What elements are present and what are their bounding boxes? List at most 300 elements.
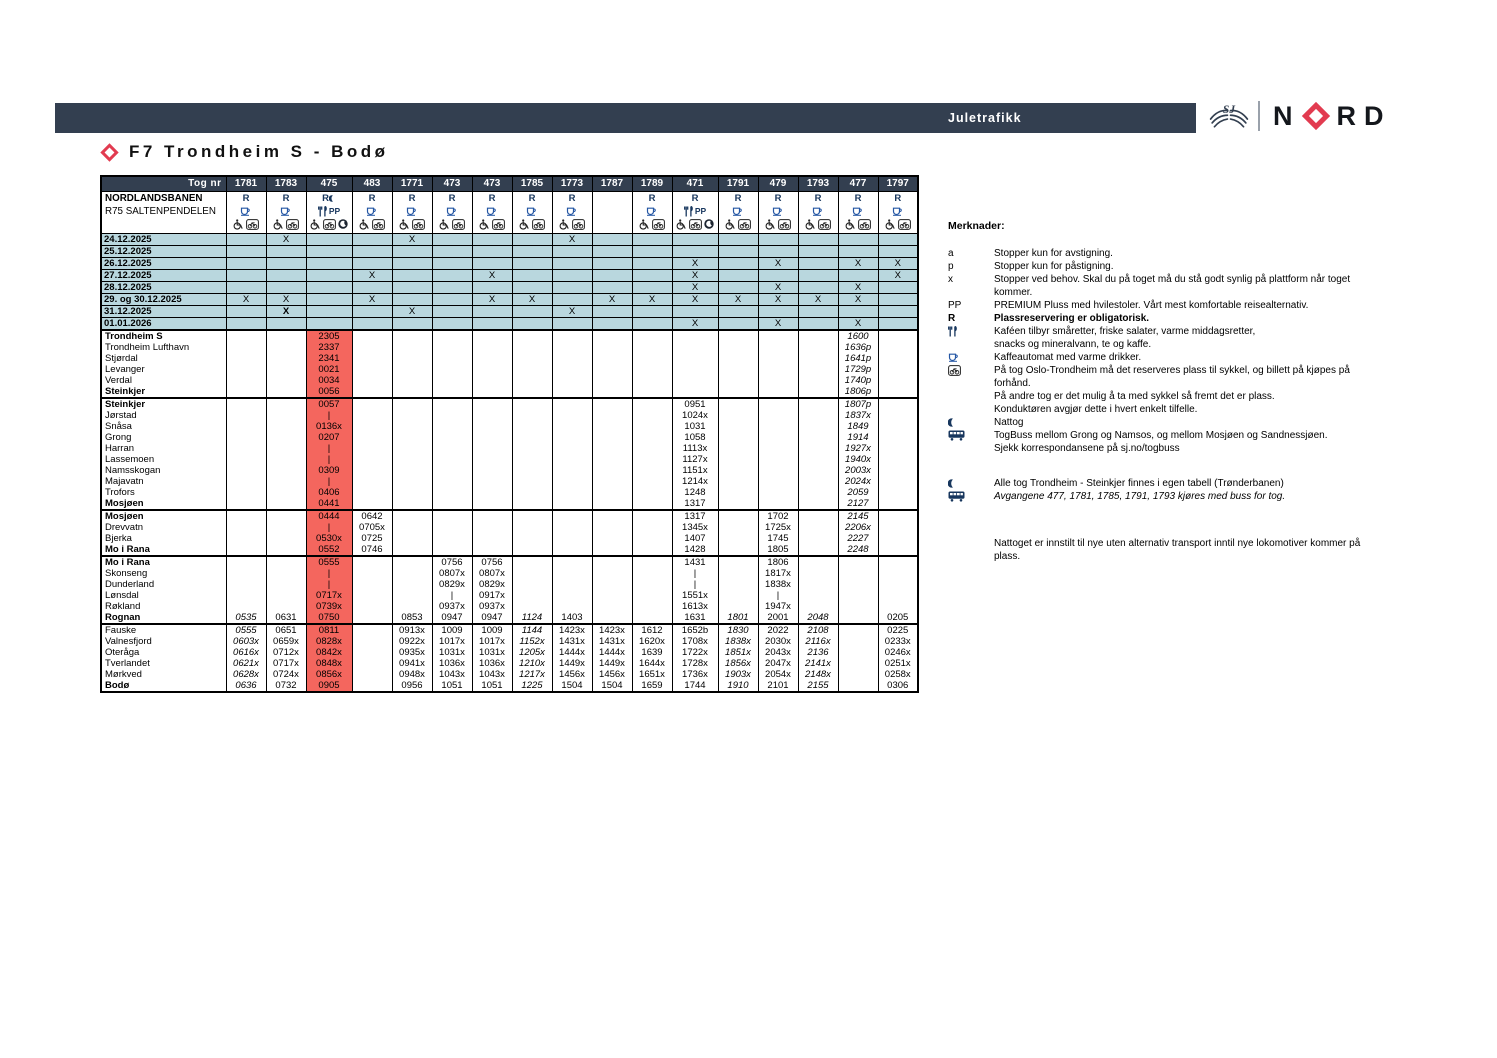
- time-cell: [552, 533, 592, 544]
- time-cell: 1444x: [552, 647, 592, 658]
- time-cell: 0207: [306, 432, 352, 443]
- time-cell: [266, 476, 306, 487]
- time-cell: 2227: [838, 533, 878, 544]
- runs-mark-cell: X: [672, 294, 718, 306]
- access-cell: [433, 218, 472, 232]
- time-cell: [552, 330, 592, 342]
- runs-mark-cell: [306, 282, 352, 294]
- time-cell: [878, 590, 918, 601]
- coffee-icon: [852, 207, 864, 216]
- station-row: [101, 680, 918, 692]
- time-cell: 2047x: [758, 658, 798, 669]
- wheelchair-icon: [676, 219, 686, 230]
- bike-icon: [778, 219, 791, 230]
- time-cell: [512, 398, 552, 410]
- time-cell: [392, 353, 432, 364]
- time-cell: 1036x: [472, 658, 512, 669]
- time-cell: [798, 375, 838, 386]
- time-cell: [878, 601, 918, 612]
- time-cell: [632, 353, 672, 364]
- station-name: Rognan: [101, 612, 226, 624]
- cafe-icon: [948, 326, 957, 337]
- runs-mark-cell: [632, 306, 672, 318]
- station-row: [101, 624, 918, 636]
- time-cell: 1151x: [672, 465, 718, 476]
- time-cell: [472, 533, 512, 544]
- time-cell: [592, 410, 632, 421]
- time-cell: [392, 498, 432, 510]
- catering-cell: [799, 205, 838, 218]
- station-row: [101, 421, 918, 432]
- time-cell: [392, 410, 432, 421]
- brand-logo: [1206, 97, 1389, 135]
- time-cell: [878, 544, 918, 556]
- premium-mark: PP: [694, 206, 707, 216]
- runs-mark-cell: [798, 270, 838, 282]
- runs-mark-cell: X: [838, 258, 878, 270]
- train-info-cell: [512, 192, 552, 234]
- time-cell: 2206x: [838, 522, 878, 533]
- runs-mark-cell: X: [672, 282, 718, 294]
- station-name: Namsskogan: [101, 465, 226, 476]
- time-cell: [878, 410, 918, 421]
- station-row: [101, 432, 918, 443]
- station-name: Lønsdal: [101, 590, 226, 601]
- time-cell: 1043x: [472, 669, 512, 680]
- time-cell: 1456x: [552, 669, 592, 680]
- date-row: [101, 246, 918, 258]
- time-cell: 1043x: [432, 669, 472, 680]
- sj-wings-icon: [1206, 99, 1252, 133]
- runs-mark-cell: [352, 258, 392, 270]
- runs-mark-cell: [472, 282, 512, 294]
- runs-mark-cell: [392, 282, 432, 294]
- time-cell: 0705x: [352, 522, 392, 533]
- wheelchair-icon: [639, 219, 649, 230]
- time-cell: 0937x: [472, 601, 512, 612]
- time-cell: [226, 421, 266, 432]
- time-cell: [758, 476, 798, 487]
- station-name: Valnesfjord: [101, 636, 226, 647]
- runs-mark-cell: X: [758, 282, 798, 294]
- time-cell: 0905: [306, 680, 352, 692]
- time-cell: 2024x: [838, 476, 878, 487]
- access-cell: [879, 218, 918, 232]
- time-cell: 2305: [306, 330, 352, 342]
- time-cell: [838, 647, 878, 658]
- nord-letter-n: N: [1273, 100, 1295, 131]
- note-text: Avgangene 477, 1781, 1785, 1791, 1793 kjøres med buss for tog.: [994, 491, 1286, 502]
- time-cell: [226, 410, 266, 421]
- time-cell: [798, 601, 838, 612]
- time-cell: [632, 510, 672, 522]
- time-cell: [472, 432, 512, 443]
- runs-mark-cell: [392, 270, 432, 282]
- runs-mark-cell: X: [592, 294, 632, 306]
- time-cell: |: [672, 568, 718, 579]
- time-cell: [352, 624, 392, 636]
- time-cell: 0947: [432, 612, 472, 624]
- bike-icon: [323, 219, 336, 230]
- time-cell: 1428: [672, 544, 718, 556]
- time-cell: [878, 476, 918, 487]
- time-cell: [718, 544, 758, 556]
- time-cell: [718, 465, 758, 476]
- reservation-mark: R: [568, 193, 576, 204]
- time-cell: [226, 443, 266, 454]
- time-cell: 0530x: [306, 533, 352, 544]
- time-cell: [472, 465, 512, 476]
- time-cell: [226, 465, 266, 476]
- catering-cell: [267, 205, 306, 218]
- station-row: [101, 476, 918, 487]
- time-cell: [352, 330, 392, 342]
- time-cell: [392, 342, 432, 353]
- moon-icon: [948, 478, 957, 489]
- nord-letter-r: R: [1336, 100, 1358, 131]
- runs-mark-cell: [632, 282, 672, 294]
- access-cell: [353, 218, 392, 232]
- runs-mark-cell: [838, 270, 878, 282]
- station-name: Jørstad: [101, 410, 226, 421]
- time-cell: 1444x: [592, 647, 632, 658]
- runs-mark-cell: [352, 318, 392, 331]
- station-row: [101, 498, 918, 510]
- bike-icon: [532, 219, 545, 230]
- runs-mark-cell: [758, 306, 798, 318]
- runs-mark-cell: [718, 282, 758, 294]
- runs-mark-cell: [718, 306, 758, 318]
- time-cell: 1024x: [672, 410, 718, 421]
- time-cell: 0651: [266, 624, 306, 636]
- time-cell: 0535: [226, 612, 266, 624]
- bike-icon: [572, 219, 585, 230]
- runs-mark-cell: [512, 306, 552, 318]
- train-info-cell: [798, 192, 838, 234]
- time-cell: [838, 669, 878, 680]
- station-row: [101, 465, 918, 476]
- time-cell: [758, 465, 798, 476]
- time-cell: 2248: [838, 544, 878, 556]
- train-number: 1783: [266, 176, 306, 192]
- time-cell: 2145: [838, 510, 878, 522]
- time-cell: [512, 410, 552, 421]
- time-cell: [266, 533, 306, 544]
- time-cell: 1620x: [632, 636, 672, 647]
- time-cell: 0056: [306, 386, 352, 398]
- time-cell: 0739x: [306, 601, 352, 612]
- time-cell: [718, 375, 758, 386]
- time-cell: [392, 579, 432, 590]
- station-name: Mo i Rana: [101, 556, 226, 568]
- station-name: Mo i Rana: [101, 544, 226, 556]
- runs-mark-cell: [266, 246, 306, 258]
- time-cell: [512, 498, 552, 510]
- time-cell: [266, 342, 306, 353]
- runs-mark-cell: [718, 270, 758, 282]
- runs-mark-cell: [392, 258, 432, 270]
- time-cell: [226, 601, 266, 612]
- time-cell: [718, 421, 758, 432]
- train-info-cell: [718, 192, 758, 234]
- timetable-table: [100, 175, 919, 693]
- train-info-cell: [472, 192, 512, 234]
- time-cell: [718, 432, 758, 443]
- station-name: Grong: [101, 432, 226, 443]
- time-cell: [552, 590, 592, 601]
- wheelchair-icon: [479, 219, 489, 230]
- catering-cell: [227, 205, 266, 218]
- time-cell: 2059: [838, 487, 878, 498]
- station-row: [101, 454, 918, 465]
- bike-icon: [818, 219, 831, 230]
- train-number: 1781: [226, 176, 266, 192]
- time-cell: [592, 330, 632, 342]
- time-cell: 1225: [512, 680, 552, 692]
- time-cell: [592, 398, 632, 410]
- coffee-icon: [486, 207, 498, 216]
- nord-letter-d: D: [1364, 100, 1386, 131]
- time-cell: [758, 342, 798, 353]
- time-cell: [592, 544, 632, 556]
- time-cell: [718, 590, 758, 601]
- time-cell: [392, 443, 432, 454]
- time-cell: [392, 364, 432, 375]
- time-cell: [266, 579, 306, 590]
- catering-cell: [393, 205, 432, 218]
- coffee-icon: [280, 207, 292, 216]
- cafe-icon: [318, 206, 327, 217]
- reservation-mark: R: [488, 193, 496, 204]
- time-cell: 1729p: [838, 364, 878, 375]
- time-cell: 2116x: [798, 636, 838, 647]
- time-cell: [632, 432, 672, 443]
- time-cell: [552, 353, 592, 364]
- train-number: 1787: [592, 176, 632, 192]
- time-cell: 0306: [878, 680, 918, 692]
- time-cell: [552, 421, 592, 432]
- runs-mark-cell: [878, 246, 918, 258]
- time-cell: 1801: [718, 612, 758, 624]
- time-cell: 1651x: [632, 669, 672, 680]
- time-cell: [798, 330, 838, 342]
- time-cell: [798, 398, 838, 410]
- time-cell: [592, 375, 632, 386]
- time-cell: [352, 443, 392, 454]
- wheelchair-icon: [359, 219, 369, 230]
- time-cell: [632, 364, 672, 375]
- time-cell: 0258x: [878, 669, 918, 680]
- note-item: [948, 537, 1388, 563]
- date-row: [101, 234, 918, 246]
- date-row: [101, 282, 918, 294]
- runs-mark-cell: [226, 318, 266, 331]
- time-cell: |: [672, 579, 718, 590]
- station-name: Levanger: [101, 364, 226, 375]
- date-label: 27.12.2025: [101, 270, 226, 282]
- time-cell: [838, 658, 878, 669]
- runs-mark-cell: [392, 318, 432, 331]
- time-cell: 0732: [266, 680, 306, 692]
- time-cell: [798, 476, 838, 487]
- time-cell: [878, 443, 918, 454]
- runs-mark-cell: [432, 234, 472, 246]
- time-cell: [878, 353, 918, 364]
- note-text: Kaffeautomat med varme drikker.: [994, 352, 1142, 363]
- time-cell: [226, 454, 266, 465]
- time-cell: [672, 353, 718, 364]
- coffee-icon: [732, 207, 744, 216]
- time-cell: 0856x: [306, 669, 352, 680]
- train-number: 1793: [798, 176, 838, 192]
- catering-cell: [839, 205, 878, 218]
- runs-mark-cell: [306, 270, 352, 282]
- access-cell: [473, 218, 512, 232]
- runs-mark-cell: [266, 318, 306, 331]
- time-cell: [472, 375, 512, 386]
- time-cell: [632, 476, 672, 487]
- time-cell: [798, 568, 838, 579]
- time-cell: [472, 544, 512, 556]
- time-cell: 0628x: [226, 669, 266, 680]
- time-cell: 1914: [838, 432, 878, 443]
- time-cell: |: [306, 522, 352, 533]
- time-cell: [392, 421, 432, 432]
- runs-mark-cell: X: [758, 258, 798, 270]
- time-cell: [392, 522, 432, 533]
- time-cell: 1644x: [632, 658, 672, 669]
- reservation-mark: R: [528, 193, 536, 204]
- time-cell: [592, 342, 632, 353]
- runs-mark-cell: [632, 270, 672, 282]
- time-cell: [352, 579, 392, 590]
- time-cell: [632, 601, 672, 612]
- station-row: [101, 330, 918, 342]
- wheelchair-icon: [885, 219, 895, 230]
- time-cell: 2127: [838, 498, 878, 510]
- time-cell: [266, 498, 306, 510]
- time-cell: [798, 522, 838, 533]
- time-cell: [878, 533, 918, 544]
- wheelchair-icon: [233, 219, 243, 230]
- time-cell: 1407: [672, 533, 718, 544]
- time-cell: [718, 454, 758, 465]
- time-cell: [592, 353, 632, 364]
- time-cell: [672, 386, 718, 398]
- time-cell: [472, 510, 512, 522]
- time-cell: 1736x: [672, 669, 718, 680]
- station-row: [101, 375, 918, 386]
- station-row: [101, 398, 918, 410]
- runs-mark-cell: X: [472, 270, 512, 282]
- runs-mark-cell: X: [838, 282, 878, 294]
- time-cell: [392, 465, 432, 476]
- reservation-mark: R: [368, 193, 376, 204]
- bike-icon: [948, 365, 961, 376]
- time-cell: [718, 487, 758, 498]
- time-cell: 1345x: [672, 522, 718, 533]
- time-cell: 0246x: [878, 647, 918, 658]
- time-cell: [226, 487, 266, 498]
- train-info-cell: [552, 192, 592, 234]
- time-cell: [632, 590, 672, 601]
- line-label-1: NORDLANDSBANEN: [105, 193, 203, 204]
- station-name: Oteråga: [101, 647, 226, 658]
- time-cell: [392, 556, 432, 568]
- runs-mark-cell: X: [758, 294, 798, 306]
- coffee-icon: [446, 207, 458, 216]
- time-cell: [432, 432, 472, 443]
- time-cell: [432, 353, 472, 364]
- time-cell: 1009: [472, 624, 512, 636]
- time-cell: [512, 510, 552, 522]
- train-number: 471: [672, 176, 718, 192]
- time-cell: 1910: [718, 680, 758, 692]
- runs-mark-cell: [226, 270, 266, 282]
- time-cell: [758, 487, 798, 498]
- time-cell: [392, 487, 432, 498]
- time-cell: [552, 364, 592, 375]
- time-cell: [632, 421, 672, 432]
- time-cell: [758, 498, 798, 510]
- time-cell: [878, 522, 918, 533]
- bike-icon: [738, 219, 751, 230]
- time-cell: [878, 421, 918, 432]
- time-cell: 1449x: [552, 658, 592, 669]
- time-cell: [266, 443, 306, 454]
- reservation-mark: R: [448, 193, 456, 204]
- time-cell: 0444: [306, 510, 352, 522]
- time-cell: [472, 487, 512, 498]
- time-cell: [352, 590, 392, 601]
- time-cell: 1456x: [592, 669, 632, 680]
- time-cell: [552, 556, 592, 568]
- wheelchair-icon: [439, 219, 449, 230]
- time-cell: [758, 454, 798, 465]
- time-cell: [592, 476, 632, 487]
- access-cell: [593, 218, 632, 232]
- cafe-icon: [684, 206, 693, 217]
- time-cell: [758, 375, 798, 386]
- time-cell: 1807p: [838, 398, 878, 410]
- time-cell: 1431x: [592, 636, 632, 647]
- night-service-icon: [338, 219, 348, 229]
- train-number: 479: [758, 176, 798, 192]
- time-cell: [226, 476, 266, 487]
- time-cell: [226, 342, 266, 353]
- runs-mark-cell: [758, 270, 798, 282]
- time-cell: [512, 590, 552, 601]
- time-cell: [512, 432, 552, 443]
- time-cell: [758, 432, 798, 443]
- runs-mark-cell: [432, 294, 472, 306]
- time-cell: [266, 353, 306, 364]
- time-cell: [718, 364, 758, 375]
- time-cell: [472, 330, 512, 342]
- time-cell: [632, 533, 672, 544]
- time-cell: 0021: [306, 364, 352, 375]
- time-cell: [266, 487, 306, 498]
- runs-mark-cell: X: [878, 258, 918, 270]
- bike-icon: [372, 219, 385, 230]
- time-cell: [718, 398, 758, 410]
- runs-mark-cell: [392, 246, 432, 258]
- time-cell: [758, 421, 798, 432]
- time-cell: [758, 330, 798, 342]
- time-cell: [512, 579, 552, 590]
- time-cell: [718, 601, 758, 612]
- time-cell: [878, 386, 918, 398]
